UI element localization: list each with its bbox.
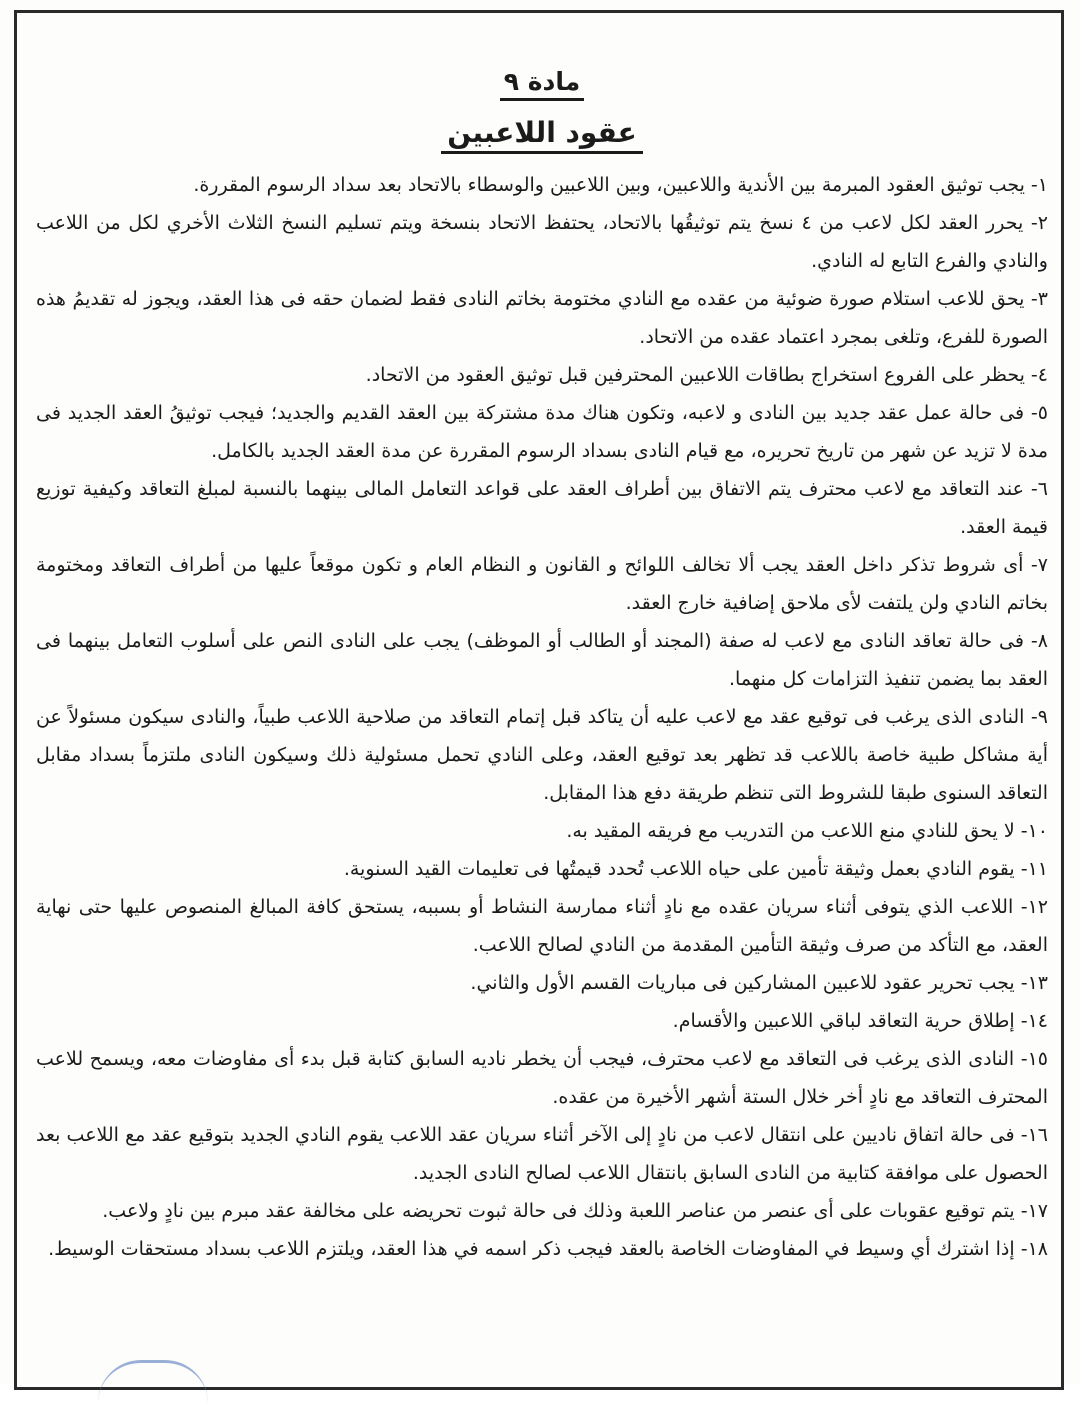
clause-1: ١- يجب توثيق العقود المبرمة بين الأندية واللاعبين، وبين اللاعبين والوسطاء بالاتحاد بعد سداد الرسوم المقررة. [193,174,1048,196]
clause-13: ١٣- يجب تحرير عقود للاعبين المشاركين فى مباريات القسم الأول والثاني. [470,972,1048,994]
article-content [36,62,1048,1268]
clause-6: ٦- عند التعاقد مع لاعب محترف يتم الاتفاق بين أطراف العقد على قواعد التعامل المالى بينهما بالنسبة لمبلغ التعاقد وكيفية توزيع قيمة العقد. [36,478,1048,538]
clause-12: ١٢- اللاعب الذي يتوفى أثناء سريان عقده مع نادٍ أثناء ممارسة النشاط أو بسببه، يستحق كافة المبالغ المنصوص عليها حتى نهاية العقد، مع التأكد من صرف وثيقة التأمين المقدمة من النادي لصالح اللاعب. [36,896,1048,956]
clause-2: ٢- يحرر العقد لكل لاعب من ٤ نسخ يتم توثيقُها بالاتحاد، يحتفظ الاتحاد بنسخة ويتم تسليم النسخ الثلاث الأخري لكل من اللاعب والنادي والفرع التابع له النادي. [36,212,1049,272]
clause-14: ١٤- إطلاق حرية التعاقد لباقي اللاعبين والأقسام. [672,1010,1048,1032]
clause-17: ١٧- يتم توقيع عقوبات على أى عنصر من عناصر اللعبة وذلك فى حالة ثبوت تحريضه على مخالفة عقد مبرم بين نادٍ ولاعب. [102,1200,1048,1222]
clause-9: ٩- النادى الذى يرغب فى توقيع عقد مع لاعب عليه أن يتاكد قبل إتمام التعاقد من صلاحية اللاعب طبياً، والنادى سيكون مسئولاً عن أية مشاكل طبية خاصة باللاعب قد تظهر بعد توقيع العقد، وعلى النادي تحمل مسئولية ذلك وسيكون النادى ملتزماً بسداد مقابل التعاقد السنوى طبقا للشروط التى تنظم طريقة دفع هذا المقابل. [36,706,1048,804]
clause-list [36,166,1048,1268]
article-title: عقود اللاعبين [36,110,1048,156]
clause-11: ١١- يقوم النادي بعمل وثيقة تأمين على حياه اللاعب تُحدد قيمتُها فى تعليمات القيد السنوية. [343,858,1048,880]
clause-16: ١٦- فى حالة اتفاق ناديين على انتقال لاعب من نادٍ إلى الآخر أثناء سريان عقد اللاعب يقوم النادي الجديد بتوقيع عقد مع اللاعب بعد الحصول على موافقة كتابية من النادى السابق بانتقال اللاعب لصالح النادى الجديد. [36,1124,1048,1184]
clause-18: ١٨- إذا اشترك أي وسيط في المفاوضات الخاصة بالعقد فيجب ذكر اسمه في هذا العقد، ويلتزم اللاعب بسداد مستحقات الوسيط. [48,1238,1048,1260]
article-number: مادة ٩ [36,62,1048,102]
clause-3: ٣- يحق للاعب استلام صورة ضوئية من عقده مع النادي مختومة بخاتم النادى فقط لضمان حقه فى هذا العقد، ويجوز له تقديمُ هذه الصورة للفرع، وتلغى بمجرد اعتماد عقده من الاتحاد. [36,288,1048,348]
clause-7: ٧- أى شروط تذكر داخل العقد يجب ألا تخالف اللوائح و القانون و النظام العام و تكون موقعاً عليها من أطراف التعاقد ومختومة بخاتم النادي ولن يلتفت لأى ملاحق إضافية خارج العقد. [36,554,1048,614]
clause-5: ٥- فى حالة عمل عقد جديد بين النادى و لاعبه، وتكون هناك مدة مشتركة بين العقد القديم والجديد؛ فيجب توثيقُ العقد الجديد فى مدة لا تزيد عن شهر من تاريخ تحريره، مع قيام النادى بسداد الرسوم المقررة عن مدة العقد الجديد بالكامل. [36,402,1048,462]
clause-10: ١٠- لا يحق للنادي منع اللاعب من التدريب مع فريقه المقيد به. [566,820,1048,842]
clause-15: ١٥- النادى الذى يرغب فى التعاقد مع لاعب محترف، فيجب أن يخطر ناديه السابق كتابة قبل بدء أى مفاوضات معه، ويسمح للاعب المحترف التعاقد مع نادٍ أخر خلال الستة أشهر الأخيرة من عقده. [36,1048,1048,1108]
clause-8: ٨- فى حالة تعاقد النادى مع لاعب له صفة (المجند أو الطالب أو الموظف) يجب على النادى النص على أسلوب التعامل بينهما فى العقد بما يضمن تنفيذ التزامات كل منهما. [36,630,1048,690]
clause-4: ٤- يحظر على الفروع استخراج بطاقات اللاعبين المحترفين قبل توثيق العقود من الاتحاد. [365,364,1048,386]
